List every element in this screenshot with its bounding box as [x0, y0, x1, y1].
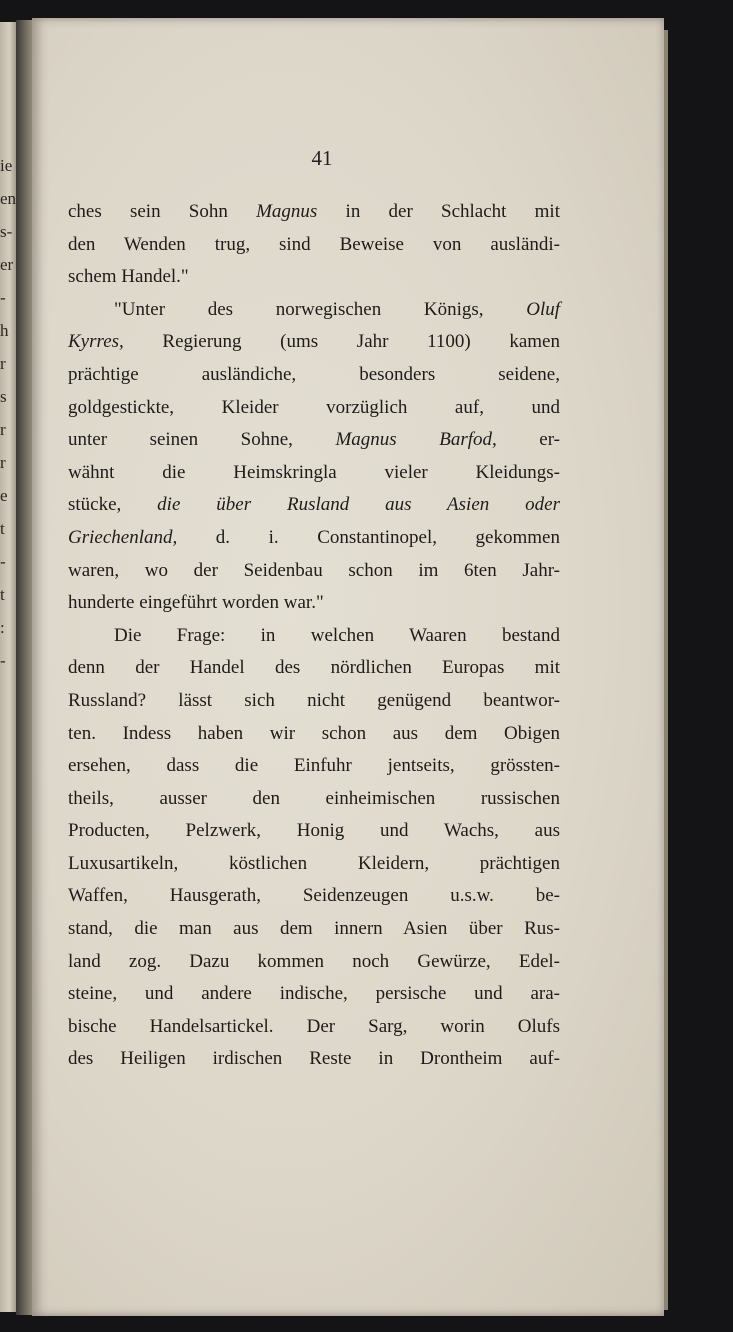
italic-text: die über Rusland aus Asien oder — [157, 494, 560, 516]
previous-page-fragment: t — [0, 520, 5, 537]
italic-text: Griechenland, — [68, 526, 178, 548]
italic-text: Magnus — [256, 201, 318, 222]
previous-page-fragment: s- — [0, 223, 13, 240]
text-line — [68, 359, 560, 392]
text-run: Producten, Pelzwerk, Honig und Wachs, aus — [68, 820, 560, 842]
text-run: Luxusartikeln, köstlichen Kleidern, prächtigen — [68, 852, 560, 874]
text-line — [68, 946, 560, 979]
text-run: denn der Handel des nördlichen Europas mit — [68, 657, 560, 679]
text-line — [68, 652, 560, 685]
previous-page-fragment: s — [0, 388, 7, 405]
text-line — [68, 880, 560, 913]
text-line — [68, 196, 560, 229]
previous-page-fragment: t — [0, 586, 5, 603]
text-run: bische Handelsartickel. Der Sarg, worin Olufs — [68, 1015, 560, 1037]
text-line — [68, 229, 560, 262]
page-edge — [664, 30, 668, 1310]
text-run: Regierung (ums Jahr 1100) kamen — [123, 331, 560, 353]
text-line — [68, 457, 560, 490]
text-line — [68, 587, 560, 620]
text-line — [68, 913, 560, 946]
text-run: theils, ausser den einheimischen russischen — [68, 787, 560, 809]
text-line — [68, 522, 560, 555]
previous-page-fragment: r — [0, 421, 6, 438]
text-run: Russland? lässt sich nicht genügend beantwor- — [68, 689, 560, 711]
body-text — [68, 196, 560, 1076]
text-line — [68, 1011, 560, 1044]
text-run: in der Schlacht mit — [317, 201, 560, 222]
text-run: schem Handel." — [68, 266, 189, 288]
text-line — [68, 848, 560, 881]
text-run: den Wenden trug, sind Beweise von ausländi- — [68, 233, 560, 255]
text-run: steine, und andere indische, persische und ara- — [68, 983, 560, 1005]
text-run: ersehen, dass die Einfuhr jentseits, grössten- — [68, 755, 560, 777]
italic-text: Oluf — [526, 298, 560, 320]
text-run: wähnt die Heimskringla vieler Kleidungs- — [68, 461, 560, 483]
text-line — [68, 392, 560, 425]
previous-page-fragment: : — [0, 619, 5, 636]
text-run: ches sein Sohn — [68, 201, 257, 222]
page-number: 41 — [311, 146, 333, 170]
previous-page-fragment: - — [0, 553, 6, 570]
previous-page-fragment: - — [0, 289, 6, 306]
text-line — [68, 718, 560, 751]
text-run: des Heiligen irdischen Reste in Drontheim auf- — [68, 1048, 560, 1070]
text-run: stand, die man aus dem innern Asien über Rus- — [68, 918, 560, 940]
text-run: stücke, — [68, 494, 158, 516]
previous-page-fragment: r — [0, 454, 6, 471]
previous-page-fragment: h — [0, 322, 9, 339]
text-line — [68, 294, 560, 327]
text-line — [68, 261, 560, 294]
previous-page-fragment: e — [0, 487, 8, 504]
text-run: waren, wo der Seidenbau schon im 6ten Jahr- — [68, 559, 560, 581]
book-page — [32, 18, 664, 1316]
text-run: hunderte eingeführt worden war." — [68, 592, 324, 614]
text-line — [68, 978, 560, 1011]
previous-page-fragment: er — [0, 256, 14, 273]
previous-page-fragment: - — [0, 652, 6, 669]
text-line — [68, 1043, 560, 1076]
text-run: unter seinen Sohne, — [68, 429, 336, 451]
previous-page-fragment: en — [0, 190, 16, 207]
text-line — [68, 783, 560, 816]
italic-text: Kyrres, — [68, 331, 124, 353]
text-run: prächtige ausländiche, besonders seidene, — [68, 363, 560, 385]
previous-page-fragment: r — [0, 355, 6, 372]
text-run: ten. Indess haben wir schon aus dem Obigen — [68, 722, 560, 744]
text-line — [68, 815, 560, 848]
text-line — [68, 555, 560, 588]
text-line — [68, 620, 560, 653]
text-line — [68, 326, 560, 359]
previous-page-edge — [0, 22, 16, 1312]
text-run: land zog. Dazu kommen noch Gewürze, Edel- — [68, 950, 560, 972]
text-line — [68, 685, 560, 718]
text-run: Die Frage: in welchen Waaren bestand — [114, 624, 560, 646]
previous-page-fragment: ie — [0, 157, 13, 174]
text-line — [68, 424, 560, 457]
text-run: goldgestickte, Kleider vorzüglich auf, und — [68, 396, 560, 418]
text-run: d. i. Constantinopel, gekommen — [177, 526, 560, 548]
text-line — [68, 750, 560, 783]
text-line — [68, 489, 560, 522]
text-run: er- — [496, 429, 560, 451]
italic-text: Magnus Barfod, — [335, 429, 497, 451]
text-run: Waffen, Hausgerath, Seidenzeugen u.s.w. be- — [68, 885, 560, 907]
text-run: "Unter des norwegischen Königs, — [114, 298, 527, 320]
